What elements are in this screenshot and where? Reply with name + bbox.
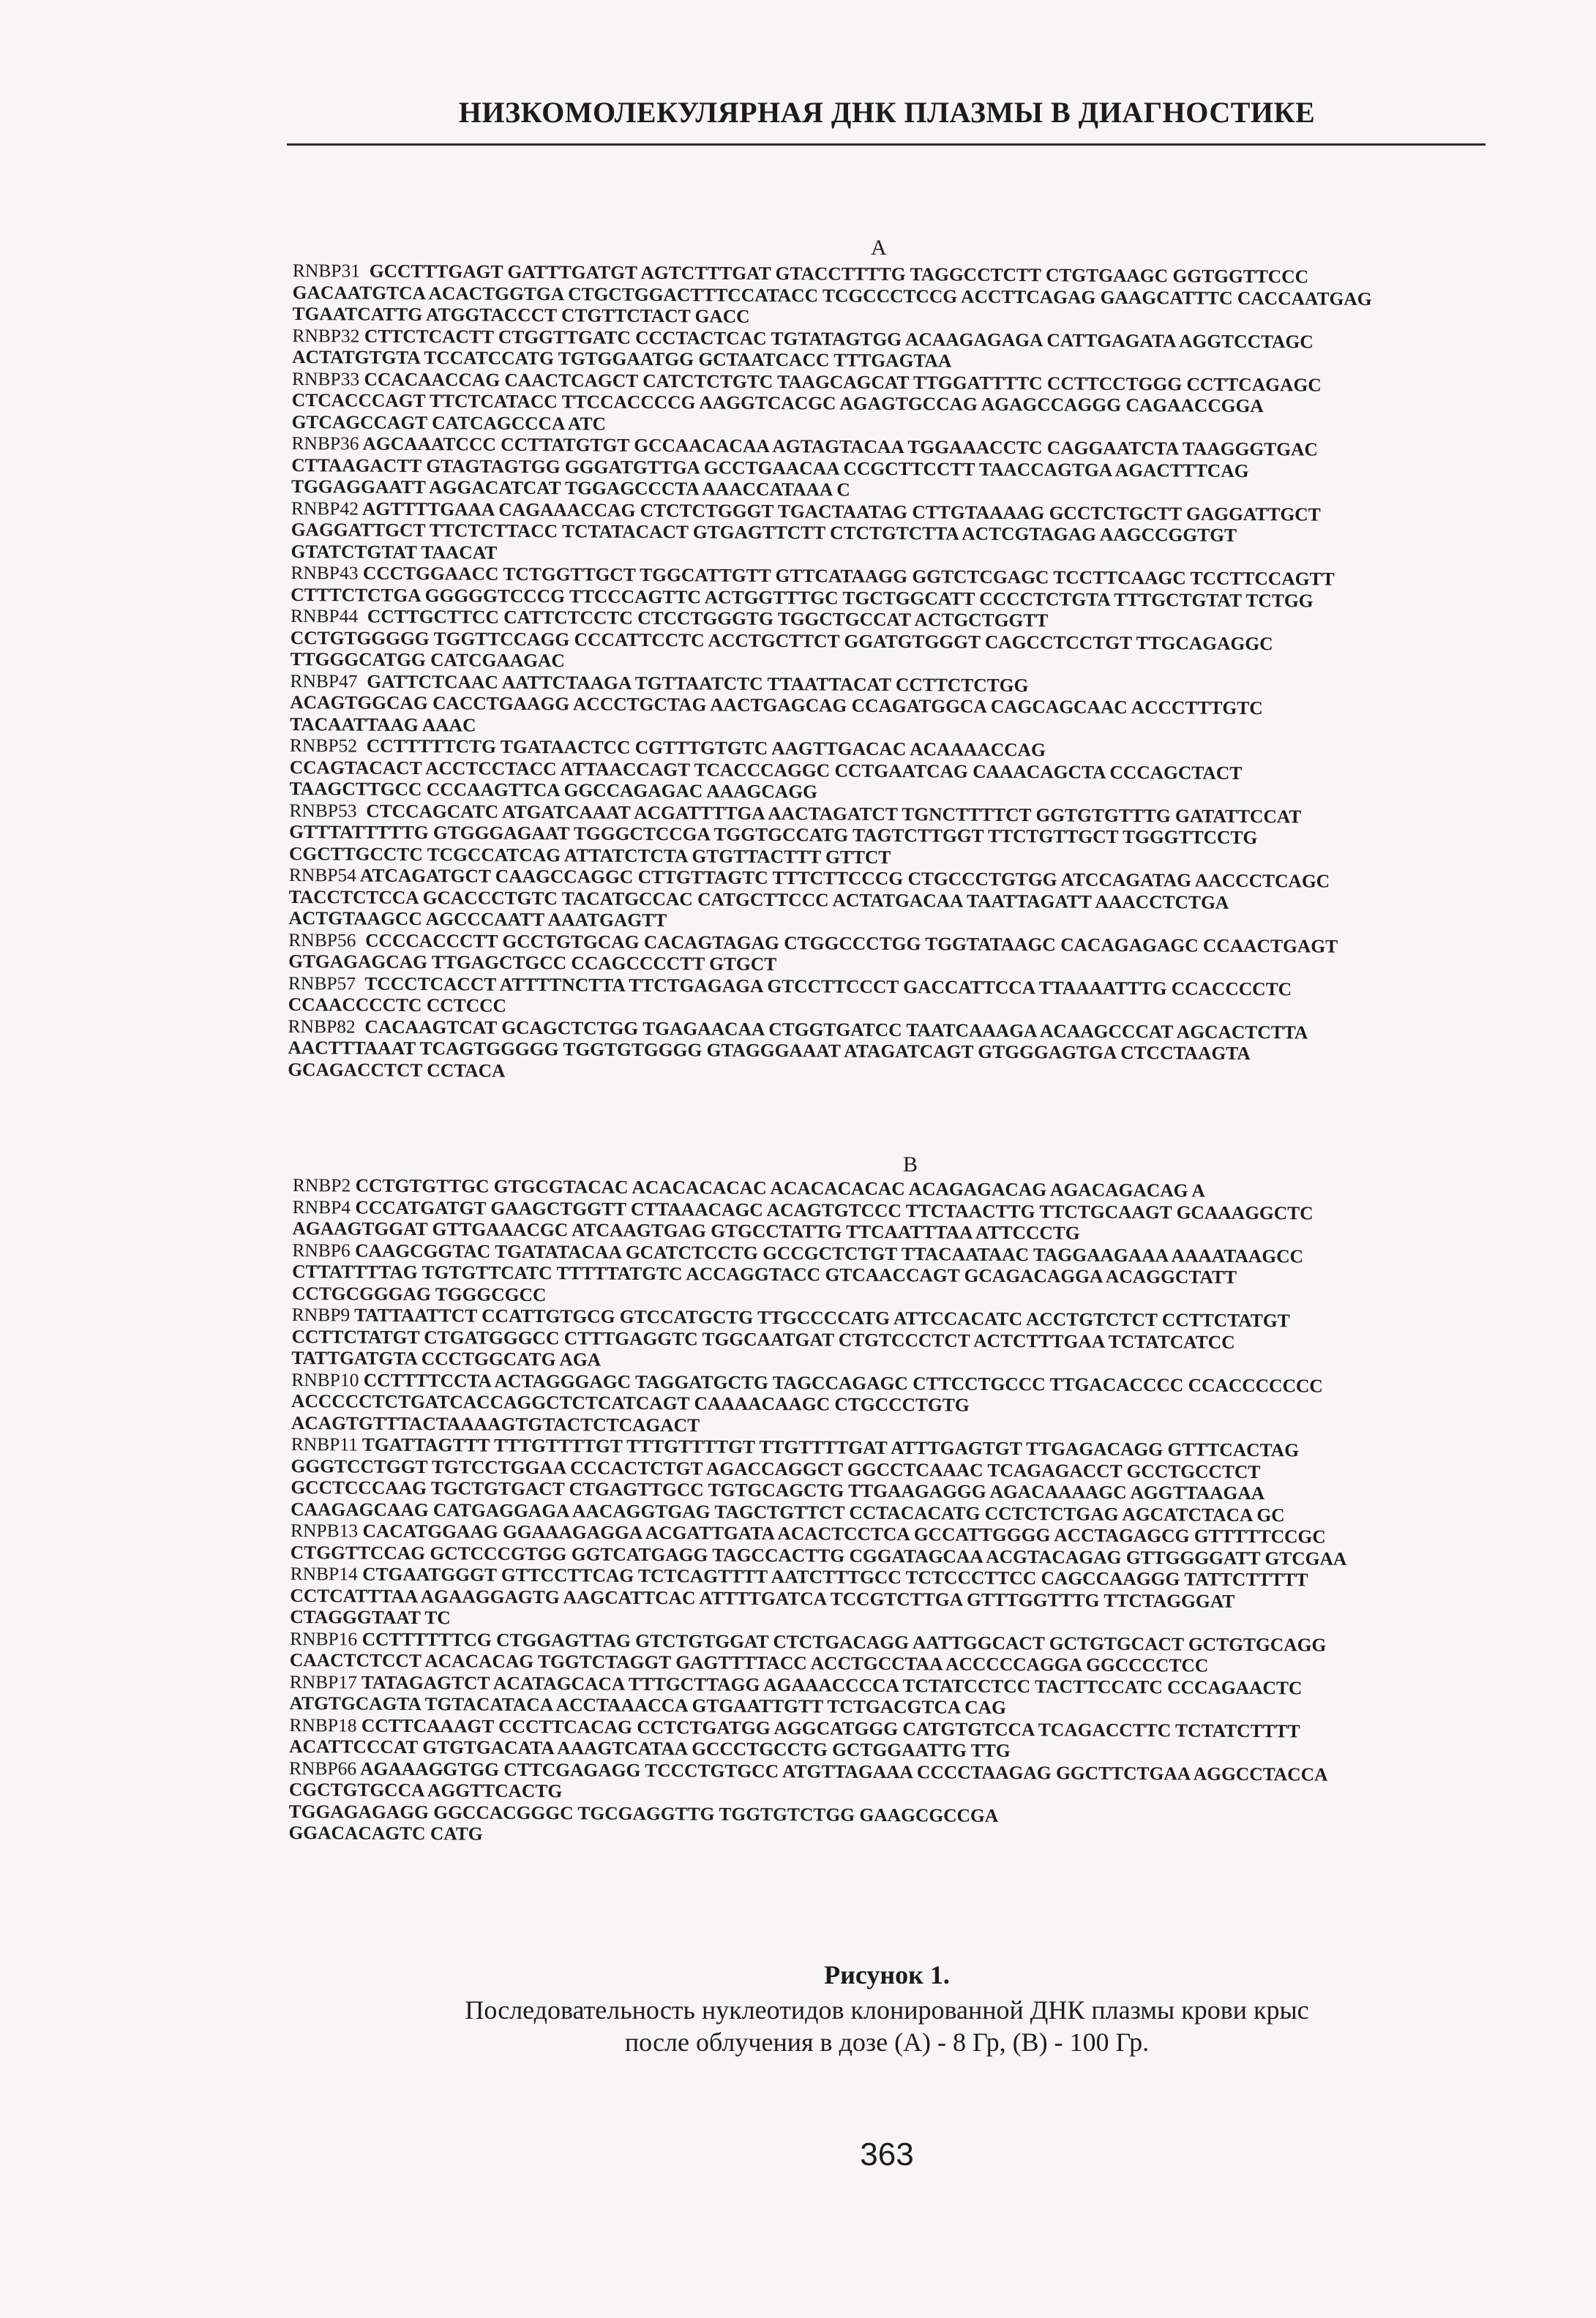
nucleotide-sequence: TATTAATTCT CCATTGTGCG GTCCATGCTG TTGCCCCATG ATTCCACATC ACCTGTCTCT CCTTCTATGT [350,1304,1290,1332]
nucleotide-sequence: CCCCACCCTT GCCTGTGCAG CACAGTAGAG CTGGCCCTGG TGGTATAAGC CACAGAGAGC CCAACTGAGT [356,929,1338,957]
figure-caption-line: Последовательность нуклеотидов клонированной ДНК плазмы крови крыс [465,1995,1309,2025]
nucleotide-sequence: GCCTCCCAAG TGCTGTGACT CTGAGTTGCC TGTGCAGCTG TTGAAGAGGG AGACAAAAGC AGGTTAAGAA [291,1476,1265,1504]
nucleotide-sequence: CCAGTACACT ACCTCCTACC ATTAACCAGT TCACCCAGGC CCTGAATCAG CAAACAGCTA CCCAGCTACT [289,756,1243,784]
nucleotide-sequence: CCTTTTTTCG CTGGAGTTAG GTCTGTGGAT CTCTGACAGG AATTGGCACT GCTGTGCACT GCTGTGCAGG [357,1628,1327,1656]
nucleotide-sequence: CTCACCCAGT TTCTCATACC TTCCACCCCG AAGGTCACGC AGAGTGCCAG AGAGCCAGGG CAGAACCGGA [291,389,1264,417]
nucleotide-sequence: GGACACAGTC CATG [288,1821,483,1845]
nucleotide-sequence: GTATCTGTAT TAACAT [291,540,498,563]
clone-id: RNBP52 [289,734,358,757]
figure-caption [287,1994,1487,2058]
nucleotide-sequence: CCTTTTCCTA ACTAGGGAGC TAGGATGCTG TAGCCAGAGC CTTCCTGCCC TTGACACCCC CCACCCCCCC [359,1369,1323,1397]
clone-id: RNBP54 [288,863,357,886]
page-number: 363 [860,2137,914,2172]
clone-id: RNBP36 [291,432,359,454]
clone-id: RNBP82 [288,1015,356,1038]
clone-id: RNBP57 [288,972,356,994]
nucleotide-sequence: ACTATGTGTA TCCATCCATG TGTGGAATGG GCTAATCACC TTTGAGTAA [292,345,952,372]
sequence-block-b [288,1174,1507,1851]
clone-id: RNBP47 [290,669,358,692]
nucleotide-sequence: CTTAAGACTT GTAGTAGTGG GGGATGTTGA GCCTGAACAA CCGCTTCCTT TAACCAGTGA AGACTTTCAG [291,454,1249,481]
nucleotide-sequence: TATTGATGTA CCCTGGCATG AGA [291,1346,602,1370]
nucleotide-sequence: ACAGTGGCAG CACCTGAAGG ACCCTGCTAG AACTGAGCAG CCAGATGGCA CAGCAGCAAC ACCCTTTGTC [290,691,1263,719]
clone-id: RNBP16 [290,1627,358,1650]
clone-id: RNBP33 [291,367,360,390]
figure-title: Рисунок 1. [824,1960,950,1989]
section-a-label: A [871,236,887,260]
figure-caption-line: после облучения в дозе (А) - 8 Гр, (В) - 100 Гр. [624,2028,1150,2057]
clone-id: RNBP2 [292,1174,351,1196]
clone-id: RNBP11 [291,1433,359,1455]
nucleotide-sequence: CTCCAGCATC ATGATCAAAT ACGATTTTGA AACTAGATCT TGNCTTTTCT GGTGTGTTTG GATATTCCAT [356,800,1302,827]
header-rule [287,143,1486,146]
nucleotide-sequence: CCTTCTATGT CTGATGGGCC CTTTGAGGTC TGGCAATGAT CTGTCCCTCT ACTCTTTGAA TCTATCATCC [291,1325,1235,1353]
nucleotide-sequence: CCTCATTTAA AGAAGGAGTG AAGCATTCAC ATTTTGATCA TCCGTCTTGA GTTTGGTTTG TTCTAGGGAT [290,1584,1235,1612]
nucleotide-sequence: CCTGCGGGAG TGGGCGCC [291,1282,547,1305]
nucleotide-sequence: CTTCTCACTT CTGGTTGATC CCCTACTCAC TGTATAGTGG ACAAGAGAGA CATTGAGATA AGGTCCTAGC [359,325,1314,353]
clone-id: RNBP31 [292,260,361,282]
clone-id: RNBP4 [292,1196,351,1218]
nucleotide-sequence: ACATTCCCAT GTGTGACATA AAAGTCATAA GCCCTGCCTG GCTGGAATTG TTG [289,1735,1011,1762]
nucleotide-sequence: CCAACCCCTC CCTCCC [288,993,507,1016]
nucleotide-sequence: GACAATGTCA ACACTGGTGA CTGCTGGACTTTCCATACC TCGCCCTCCG ACCTTCAGAG GAAGCATTTC CACCAATGAG [292,281,1372,310]
nucleotide-sequence: CACAAGTCAT GCAGCTCTGG TGAGAACAA CTGGTGATCC TAATCAAAGA ACAAGCCCAT AGCACTCTTA [355,1016,1308,1043]
sequence-block-a [288,260,1507,1087]
nucleotide-sequence: CTTATTTTAG TGTGTTCATC TTTTTATGTC ACCAGGTACC GTCAACCAGT GCAGACAGGA ACAGGCTATT [292,1260,1237,1288]
clone-id: RNBP66 [288,1757,357,1779]
clone-id: RNBP18 [289,1714,357,1736]
nucleotide-sequence: CTTTCTCTGA GGGGGTCCCG TTCCCAGTTC ACTGGTTTGC TGCTGGCATT CCCCTCTGTA TTTGCTGTAT TCTGG [291,583,1314,612]
nucleotide-sequence: CACATGGAAG GGAAAGAGGA ACGATTGATA ACACTCCTCA GCCATTGGGG ACCTAGAGCG GTTTTTCCGC [358,1520,1326,1548]
clone-id: RNBP44 [290,604,359,627]
nucleotide-sequence: CCTTTTTCTG TGATAACTCC CGTTTGTGTC AAGTTGACAC ACAAAACCAG [356,735,1046,761]
nucleotide-sequence: GCCTTTGAGT GATTTGATGT AGTCTTTGAT GTACCTTTTG TAGGCCTCTT CTGTGAAGC GGTGGTTCCC [359,260,1309,288]
running-header: НИЗКОМОЛЕКУЛЯРНАЯ ДНК ПЛАЗМЫ В ДИАГНОСТИКЕ [458,96,1316,129]
nucleotide-sequence: CCTGTGGGGG TGGTTCCAGG CCCATTCCTC ACCTGCTTCT GGATGTGGGT CAGCCTCCTGT TTGCAGAGGC [290,626,1273,654]
nucleotide-sequence: TGGAGAGAGG GGCCACGGGC TGCGAGGTTG TGGTGTCTGG GAAGCGCCGA [288,1800,999,1826]
nucleotide-sequence: CCACAACCAG CAACTCAGCT CATCTCTGTC TAAGCAGCAT TTGGATTTTC CCTTCCTGGG CCTTCAGAGC [359,368,1322,396]
nucleotide-sequence: TGAATCATTG ATGGTACCCT CTGTTCTACT GACC [292,302,750,327]
nucleotide-sequence: TCCCTCACCT ATTTTNCTTA TTCTGAGAGA GTCCTTCCCT GACCATTCCA TTAAAATTTG CCACCCCTC [355,972,1292,999]
nucleotide-sequence: TGGAGGAATT AGGACATCAT TGGAGCCCTA AAACCATAAA C [291,475,850,500]
nucleotide-sequence: TGATTAGTTT TTTGTTTTGT TTTGTTTTGT TTGTTTTGAT ATTTGAGTGT TTGAGACAGG GTTTCACTAG [357,1433,1300,1461]
nucleotide-sequence: GTCAGCCAGT CATCAGCCCA ATC [291,410,607,435]
nucleotide-sequence: ACTGTAAGCC AGCCCAATT AAATGAGTT [288,907,667,931]
nucleotide-sequence: CGCTTGCCTC TCGCCATCAG ATTATCTCTA GTGTTACTTT GTTCT [288,842,891,868]
nucleotide-sequence: ACCCCCTCTGATCACCAGGCTCTCATCAGT CAAAACAAGC CTGCCCTGTG [291,1389,970,1416]
clone-id: RNBP14 [290,1562,358,1585]
clone-id: RNBP17 [289,1670,357,1693]
nucleotide-sequence: AGTTTTGAAA CAGAAACCAG CTCTCTGGGT TGACTAATAG CTTGTAAAAG GCCTCTGCTT GAGGATTGCT [358,498,1321,525]
nucleotide-sequence: GCAGACCTCT CCTACA [288,1058,506,1081]
nucleotide-sequence: GAGGATTGCT TTCTCTTACC TCTATACACT GTGAGTTCTT CTCTGTCTTA ACTCGTAGAG AAGCCGGTGT [291,518,1237,546]
nucleotide-sequence: ATGTGCAGTA TGTACATACA ACCTAAACCA GTGAATTGTT TCTGACGTCA CAG [289,1692,1006,1718]
nucleotide-sequence: CCTTGCTTCC CATTCTCCTC CTCCTGGGTG TGGCTGCCAT ACTGCTGGTT [358,605,1049,631]
clone-id: RNBP10 [291,1368,359,1391]
nucleotide-sequence: TACCTCTCCA GCACCCTGTC TACATGCCAC CATGCTTCCC ACTATGACAA TAATTAGATT AAACCTCTGA [288,885,1229,913]
nucleotide-sequence: CAACTCTCCT ACACACAG TGGTCTAGGT GAGTTTTACC ACCTGCCTAA ACCCCCAGGA GGCCCCTCC [289,1649,1209,1676]
nucleotide-sequence: AGCAAATCCC CCTTATGTGT GCCAACACAA AGTAGTACAA TGGAAACCTC CAGGAATCTA TAAGGGTGAC [359,432,1318,460]
nucleotide-sequence: TACAATTAAG AAAC [290,713,476,736]
nucleotide-sequence: CAAGCGGTAC TGATATACAA GCATCTCCTG GCCGCTCTGT TTACAATAAC TAGGAAGAAA AAAATAAGCC [350,1239,1304,1267]
nucleotide-sequence: CCTTCAAAGT CCCTTCACAG CCTCTGATGG AGGCATGGG CATGTGTCCA TCAGACCTTC TCTATCTTTT [356,1714,1300,1741]
nucleotide-sequence: TTGGGCATGG CATCGAAGAC [290,648,565,672]
clone-id: RNPB13 [290,1519,359,1542]
clone-id: RNBP32 [292,324,360,347]
nucleotide-sequence: TATAGAGTCT ACATAGCACA TTTGCTTAGG AGAAACCCCA TCTATCCTCC TACTTCCATC CCCAGAACTC [356,1671,1303,1698]
nucleotide-sequence: GGGTCCTGGT TGTCCTGGAA CCCACTCTGT AGACCAGGCT GGCCTCAAAC TCAGAGACCT GCCTGCCTCT [291,1455,1261,1482]
clone-id: RNBP43 [291,561,359,584]
nucleotide-sequence: CCTGTGTTGC GTGCGTACAC ACACACACAC ACACACACAC ACAGAGACAG AGACAGACAG A [351,1174,1205,1201]
clone-id: RNBP9 [291,1303,351,1326]
nucleotide-sequence: CTAGGGTAAT TC [290,1605,451,1629]
nucleotide-sequence: CTGAATGGGT GTTCCTTCAG TCTCAGTTTT AATCTTTGCC TCTCCCTTCC CAGCCAAGGG TATTCTTTTT [357,1563,1308,1591]
clone-id: RNBP6 [292,1239,351,1261]
nucleotide-sequence: GATTCTCAAC AATTCTAAGA TGTTAATCTC TTAATTACAT CCTTCTCTGG [357,670,1029,696]
clone-id: RNBP53 [289,799,357,822]
nucleotide-sequence: GTGAGAGCAG TTGAGCTGCC CCAGCCCCTT GTGCT [288,950,777,975]
nucleotide-sequence: CCCATGATGT GAAGCTGGTT CTTAAACAGC ACAGTGTCCC TTCTAACTTG TTCTGCAAGT GCAAAGGCTC [351,1196,1314,1224]
nucleotide-sequence: TAAGCTTGCC CCCAAGTTCA GGCCAGAGAC AAAGCAGG [289,777,818,803]
nucleotide-sequence: CAAGAGCAAG CATGAGGAGA AACAGGTGAG TAGCTGTTCT CCTACACATG CCTCTCTGAG AGCATCTACA GC [291,1498,1285,1526]
clone-id: RNBP42 [291,497,359,520]
nucleotide-sequence: AACTTTAAAT TCAGTGGGGG TGGTGTGGGG GTAGGGAAAT ATAGATCAGT GTGGGAGTGA CTCCTAAGTA [288,1036,1251,1065]
nucleotide-sequence: CCCTGGAACC TCTGGTTGCT TGGCATTGTT GTTCATAAGG GGTCTCGAGC TCCTTCAAGC TCCTTCCAGTT [358,562,1335,590]
nucleotide-sequence: AGAAGTGGAT GTTGAAACGC ATCAAGTGAG GTGCCTATTG TTCAATTTAA ATTCCCTG [292,1217,1080,1244]
section-b-label: B [903,1152,918,1177]
nucleotide-sequence: CGCTGTGCCA AGGTTCACTG [288,1778,563,1802]
nucleotide-sequence: ATCAGATGCT CAAGCCAGGC CTTGTTAGTC TTTCTTCCCG CTGCCCTGTGG ATCCAGATAG AACCCTCAGC [356,864,1330,892]
clone-id: RNBP56 [288,929,356,951]
nucleotide-sequence: CTGGTTCCAG GCTCCCGTGG GGTCATGAGG TAGCCACTTG CGGATAGCAA ACGTACAGAG GTTGGGGATT GTCGAA [290,1541,1347,1569]
nucleotide-sequence: GTTTATTTTTG GTGGGAGAAT TGGGCTCCGA TGGTGCCATG TAGTCTTGGT TTCTGTTGCT TGGGTTCCTG [289,820,1258,849]
nucleotide-sequence: AGAAAGGTGG CTTCGAGAGG TCCCTGTGCC ATGTTAGAAA CCCCTAAGAG GGCTTCTGAA AGGCCTACCA [356,1758,1328,1785]
nucleotide-sequence: ACAGTGTTTACTAAAAGTGTACTCTCAGACT [291,1411,700,1436]
